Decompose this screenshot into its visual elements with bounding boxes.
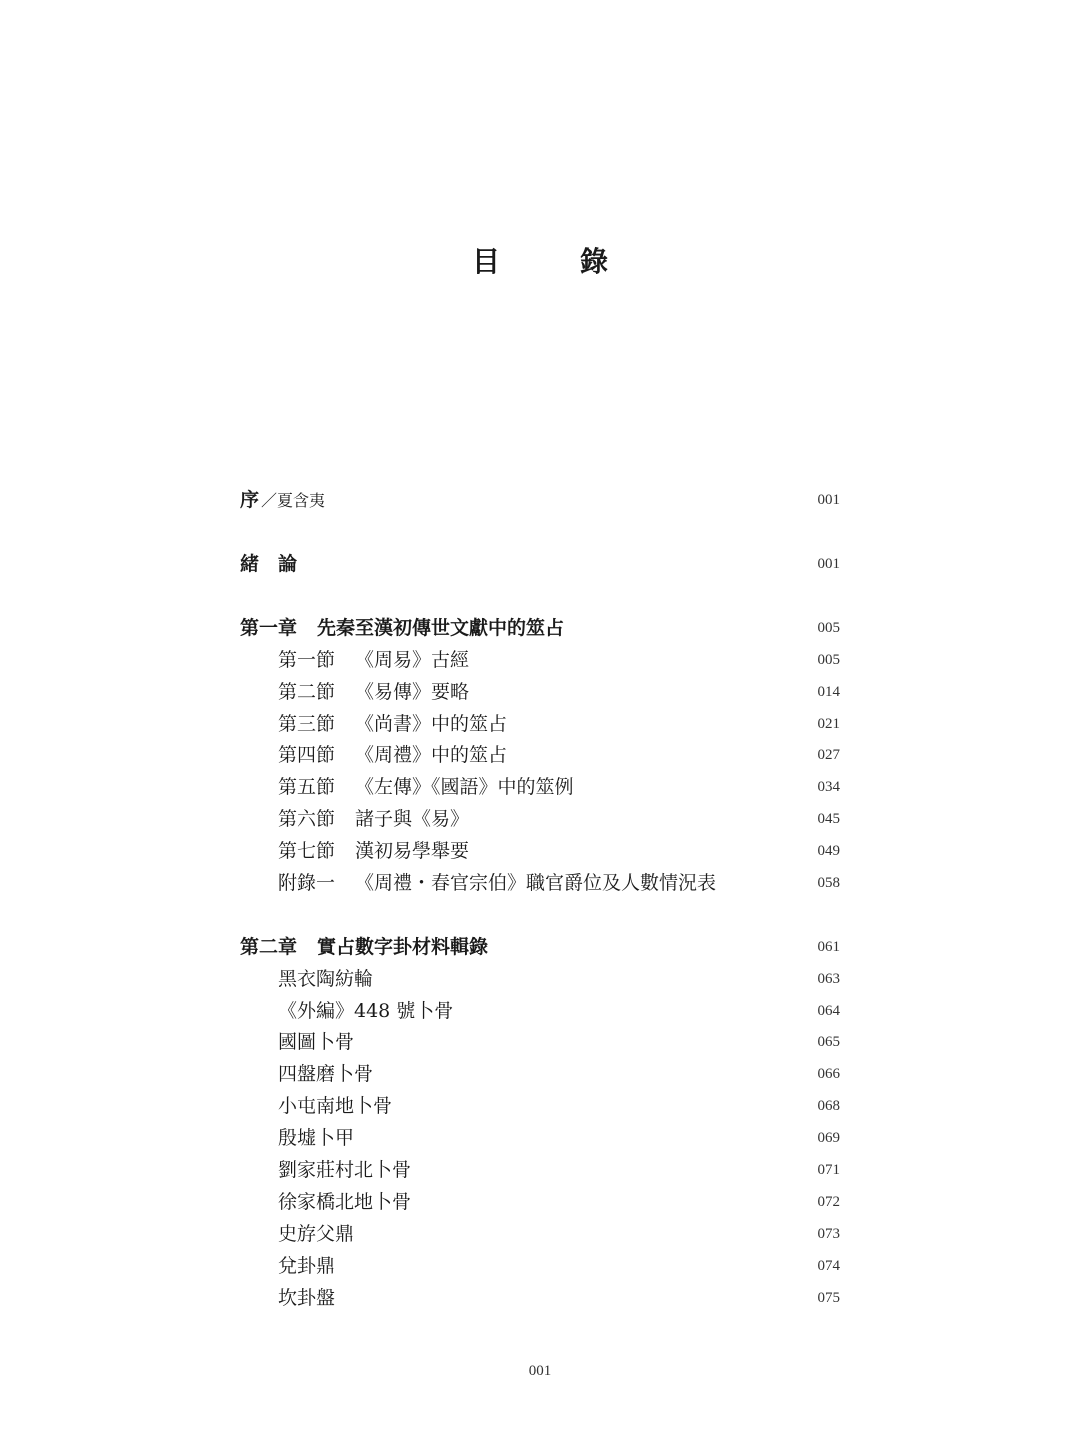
section-title: 《易傳》要略 <box>355 681 470 703</box>
section-number: 第七節 <box>278 840 336 862</box>
page-folio: 001 <box>528 1363 552 1379</box>
toc-page-number: 005 <box>817 652 840 668</box>
toc-page-number: 074 <box>817 1258 840 1274</box>
toc-entry-label <box>278 709 507 739</box>
toc-entry-label: 小屯南地卜骨 <box>278 1095 393 1117</box>
toc-page-number: 001 <box>817 492 840 508</box>
preface-author: ／夏含夷 <box>261 491 326 510</box>
toc-entry-label <box>278 804 469 834</box>
toc-entry-label: 史斿父鼎 <box>278 1223 355 1245</box>
toc-entry-label <box>278 772 574 802</box>
toc-entry-preface[interactable] <box>240 485 840 515</box>
toc-item[interactable] <box>240 1123 840 1153</box>
toc-section[interactable] <box>240 836 840 866</box>
toc-page-number: 069 <box>817 1130 840 1146</box>
toc-section[interactable] <box>240 804 840 834</box>
toc-page-number: 049 <box>817 843 840 859</box>
section-number: 附錄一 <box>278 872 336 894</box>
chapter-title: 實占數字卦材料輯錄 <box>317 936 489 958</box>
toc-entry-label: 坎卦盤 <box>278 1287 336 1309</box>
toc-entry-label <box>278 645 469 675</box>
toc-page-number: 001 <box>817 556 840 572</box>
toc-entry-label: 殷墟卜甲 <box>278 1127 355 1149</box>
toc-entry-label <box>240 613 564 643</box>
toc-section[interactable] <box>240 868 840 898</box>
chapter-number: 第二章 <box>240 936 298 958</box>
toc-page-number: 061 <box>817 939 840 955</box>
toc-item[interactable] <box>240 964 840 994</box>
toc-section[interactable] <box>240 645 840 675</box>
toc-item[interactable] <box>240 1187 840 1217</box>
section-number: 第一節 <box>278 649 336 671</box>
toc-entry-label <box>278 677 469 707</box>
toc-item[interactable] <box>240 1059 840 1089</box>
toc-item[interactable] <box>240 996 840 1026</box>
section-number: 第二節 <box>278 681 336 703</box>
toc-entry-label: 兌卦鼎 <box>278 1255 336 1277</box>
toc-entry-label: 徐家橋北地卜骨 <box>278 1191 412 1213</box>
toc-page-number: 027 <box>817 747 840 763</box>
toc-page-number: 063 <box>817 971 840 987</box>
section-title: 漢初易學舉要 <box>355 840 470 862</box>
toc-entry-label: 序 ／夏含夷 <box>240 489 326 511</box>
section-title: 《尚書》中的筮占 <box>355 713 508 735</box>
toc-entry-label: 國圖卜骨 <box>278 1031 355 1053</box>
toc-entry-label: 黑衣陶紡輪 <box>278 968 374 990</box>
toc-page-number: 021 <box>817 716 840 732</box>
toc-item[interactable] <box>240 1027 840 1057</box>
toc-page-number: 045 <box>817 811 840 827</box>
section-title: 《周禮》中的筮占 <box>355 744 508 766</box>
toc-page-number: 068 <box>817 1098 840 1114</box>
toc-page-number: 058 <box>817 875 840 891</box>
toc-item[interactable] <box>240 1155 840 1185</box>
toc-item[interactable] <box>240 1091 840 1121</box>
toc-entry-intro[interactable] <box>240 549 840 579</box>
toc-entry-label <box>278 868 716 898</box>
toc-section[interactable] <box>240 772 840 802</box>
chapter-title: 先秦至漢初傳世文獻中的筮占 <box>317 617 565 639</box>
section-number: 第六節 <box>278 808 336 830</box>
toc-section[interactable] <box>240 709 840 739</box>
toc-page-number: 066 <box>817 1066 840 1082</box>
toc-chapter-2[interactable] <box>240 932 840 962</box>
toc-item[interactable] <box>240 1283 840 1313</box>
toc-entry-label: 劉家莊村北卜骨 <box>278 1159 412 1181</box>
page-title: 目 錄 <box>471 245 634 278</box>
toc-entry-label: 四盤磨卜骨 <box>278 1063 374 1085</box>
section-title: 《左傳》《國語》中的筮例 <box>355 776 574 798</box>
toc-page-number: 014 <box>817 684 840 700</box>
section-title: 諸子與《易》 <box>355 808 470 830</box>
toc-entry-label <box>240 932 488 962</box>
section-number: 第三節 <box>278 713 336 735</box>
toc-entry-label: 緒 論 <box>240 553 298 575</box>
section-number: 第五節 <box>278 776 336 798</box>
toc-chapter-1[interactable] <box>240 613 840 643</box>
toc-entry-label <box>278 740 507 770</box>
section-number: 第四節 <box>278 744 336 766</box>
toc-section[interactable] <box>240 740 840 770</box>
toc-page-number: 064 <box>817 1003 840 1019</box>
toc-page-number: 034 <box>817 779 840 795</box>
section-title: 《周禮・春官宗伯》職官爵位及人數情況表 <box>355 872 717 894</box>
toc-item[interactable] <box>240 1219 840 1249</box>
section-title: 《周易》古經 <box>355 649 470 671</box>
toc-section[interactable] <box>240 677 840 707</box>
toc-entry-label: 《外編》448 號卜骨 <box>278 1000 454 1022</box>
toc-page-number: 072 <box>817 1194 840 1210</box>
toc-page-number: 005 <box>817 620 840 636</box>
toc-page-number: 065 <box>817 1034 840 1050</box>
toc-page-number: 075 <box>817 1290 840 1306</box>
toc-entry-label <box>278 836 469 866</box>
toc-item[interactable] <box>240 1251 840 1281</box>
toc-page-number: 071 <box>817 1162 840 1178</box>
chapter-number: 第一章 <box>240 617 298 639</box>
toc-page-number: 073 <box>817 1226 840 1242</box>
